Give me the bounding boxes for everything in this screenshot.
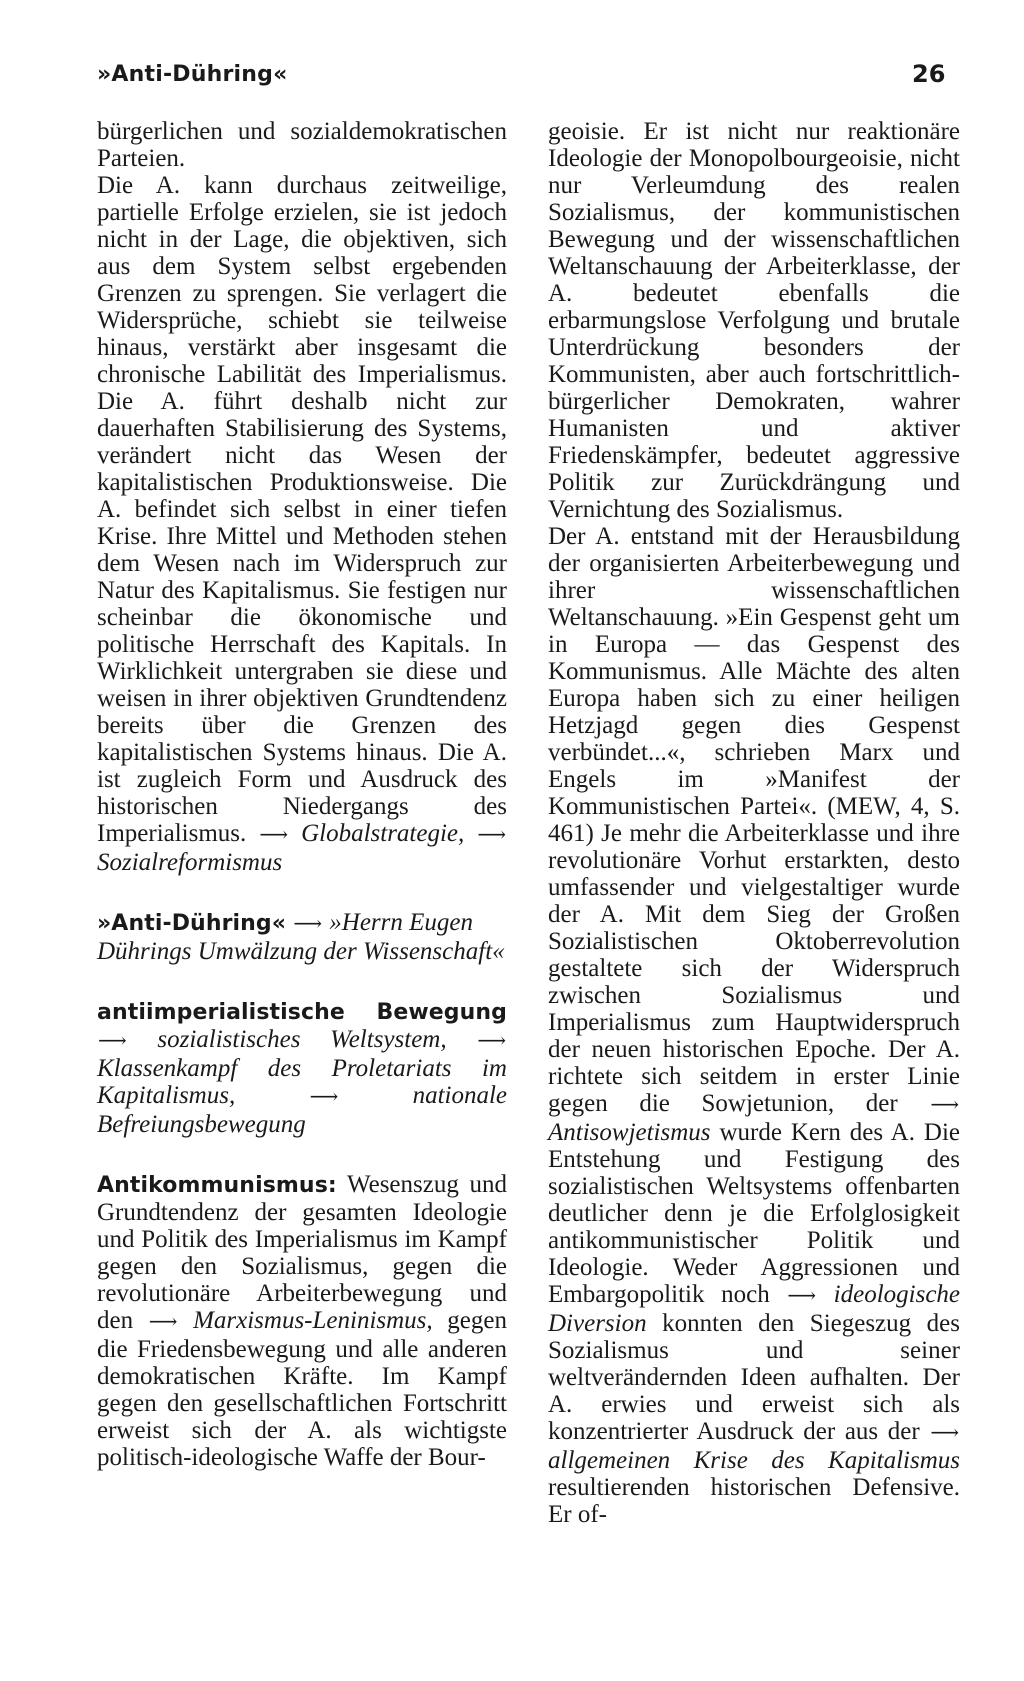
- body-paragraph: Der A. entstand mit der Herausbildung der organisierten Arbeiterbewegung und ihrer wissenschaftlichen Weltanschauung. »Ein Gespenst geht um in Europa — das Gespenst des Kommunismus. Alle Mächte des alten Europa haben sich zu einer heiligen Hetzjagd gegen dies Gespenst verbündet...«, schrieben Marx und Engels im »Manifest der Kommunistischen Partei«. (MEW, 4, S. 461) Je mehr die Arbeiterklasse und ihre revolutionäre Vorhut erstarkten, desto umfassender und vielgestaltiger wurde der A. Mit dem Sieg der Großen Sozialistischen Oktoberrevolution gestaltete sich der Widerspruch zwischen Sozialismus und Imperialismus zum Hauptwiderspruch der neuen historischen Epoche. Der A. richtete sich seitdem in erster Linie gegen die Sowjetunion, der ⟶ Antisowjetismus wurde Kern des A. Die Entstehung und Festigung des sozialistischen Weltsystems offenbarten deutlicher denn je die Erfolglosigkeit antikommunistischer Politik und Ideologie. Weder Aggressionen und Embargopolitik noch ⟶ ideologische Diversion konnten den Siegeszug des Sozialismus und seiner weltverändernden Ideen aufhalten. Der A. erwies und erweist sich als konzentrierter Ausdruck der aus der ⟶ allgemeinen Krise des Kapitalismus resultierenden historischen Defensive. Er of-: [548, 523, 961, 1528]
- cross-reference-link[interactable]: ideologische Diversion: [548, 1281, 961, 1337]
- entry-headword: Antikommunismus:: [97, 1173, 337, 1198]
- cross-reference-link[interactable]: »Herrn Eugen Dührings Umwälzung der Wissenschaft«: [97, 909, 505, 965]
- cross-reference-link[interactable]: nationale Befreiungsbewegung: [97, 1082, 507, 1138]
- cross-reference-link[interactable]: Sozialreformismus: [97, 849, 283, 876]
- cross-reference-link[interactable]: Marxismus-Leninismus,: [193, 1307, 433, 1334]
- arrow-right-icon: ⟶: [293, 913, 323, 935]
- arrow-right-icon: ⟶: [477, 824, 506, 846]
- cross-reference-link[interactable]: Globalstrategie,: [301, 820, 465, 847]
- arrow-right-icon: ⟶: [259, 824, 289, 846]
- arrow-right-icon: ⟶: [930, 1094, 959, 1116]
- arrow-right-icon: ⟶: [787, 1285, 817, 1307]
- arrow-right-icon: ⟶: [930, 1422, 959, 1444]
- continued-paragraph: bürgerlichen und sozialdemokratischen Parteien.: [97, 118, 507, 172]
- entry-anti-duehring: [97, 909, 507, 965]
- page-number: 26: [912, 60, 946, 88]
- cross-reference-link[interactable]: Klassenkampf des Proletariats im Kapitalismus,: [97, 1055, 507, 1109]
- entry-antikommunismus: Antikommunismus: Wesenszug und Grundtendenz der gesamten Ideologie und Politik des Imperialismus im Kampf gegen den Sozialismus, gegen die revolutionäre Arbeiterbewegung und den ⟶ Marxismus-Leninismus, gegen die Friedensbewegung und alle anderen demokratischen Kräfte. Im Kampf gegen den gesellschaftlichen Fortschritt erweist sich der A. als wichtigste politisch-ideologische Waffe der Bour-: [97, 1171, 507, 1471]
- cross-reference-link[interactable]: Antisowjetismus: [548, 1119, 711, 1146]
- right-column: [548, 118, 960, 1528]
- entry-headword: antiimperialistische Bewegung: [97, 1000, 507, 1025]
- entry-headword: »Anti-Dühring«: [97, 911, 287, 936]
- body-paragraph: Die A. kann durchaus zeitweilige, partielle Erfolge erzielen, sie ist jedoch nicht in der Lage, die objektiven, sich aus dem System selbst ergebenden Grenzen zu sprengen. Sie verlagert die Widersprüche, schiebt sie teilweise hinaus, verstärkt aber insgesamt die chronische Labilität des Imperialismus. Die A. führt deshalb nicht zur dauerhaften Stabilisierung des Systems, verändert nicht das Wesen der kapitalistischen Produktionsweise. Die A. befindet sich selbst in einer tiefen Krise. Ihre Mittel und Methoden stehen dem Wesen nach im Widerspruch zur Natur des Kapitalismus. Sie festigen nur scheinbar die ökonomische und politische Herrschaft des Kapitals. In Wirklichkeit untergraben sie diese und weisen in ihrer objektiven Grundtendenz bereits über die Grenzen des kapitalistischen Systems hinaus. Die A. ist zugleich Form und Ausdruck des historischen Niedergangs des Imperialismus. ⟶ Globalstrategie, ⟶ Sozialreformismus: [97, 172, 507, 876]
- arrow-right-icon: ⟶: [309, 1086, 339, 1108]
- running-head: »Anti-Dühring«: [97, 62, 288, 87]
- entry-antiimperialistische-bewegung: [97, 998, 507, 1138]
- arrow-right-icon: ⟶: [98, 1030, 127, 1052]
- cross-reference-link[interactable]: sozialistisches Weltsystem,: [157, 1026, 447, 1053]
- arrow-right-icon: ⟶: [148, 1311, 178, 1333]
- left-column: [97, 118, 507, 1471]
- body-paragraph: geoisie. Er ist nicht nur reaktionäre Ideologie der Monopolbourgeoisie, nicht nur Verleumdung des realen Sozialismus, der kommunistischen Bewegung und der wissenschaftlichen Weltanschauung der Arbeiterklasse, der A. bedeutet ebenfalls die erbarmungslose Verfolgung und brutale Unterdrückung besonders der Kommunisten, aber auch fortschrittlich-bürgerlicher Demokraten, wahrer Humanisten und aktiver Friedenskämpfer, bedeutet aggressive Politik zur Zurückdrängung und Vernichtung des Sozialismus.: [548, 118, 960, 523]
- cross-reference-link[interactable]: allgemeinen Krise des Kapitalismus: [548, 1447, 960, 1474]
- arrow-right-icon: ⟶: [477, 1030, 506, 1052]
